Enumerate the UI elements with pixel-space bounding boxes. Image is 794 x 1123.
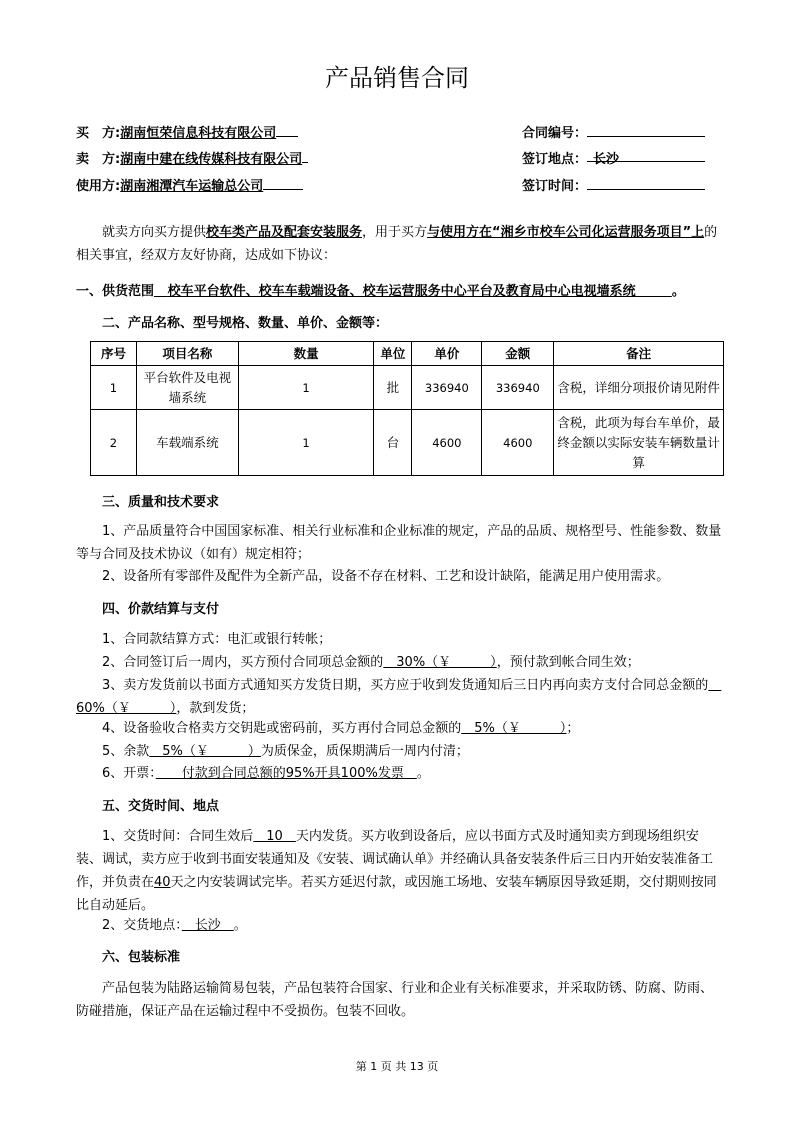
section-1-supply-scope: 一、供货范围 校车平台软件、校车车载端设备、校车运营服务中心平台及教育局中心电视墙系统 。 [76, 284, 685, 299]
seller-line [76, 148, 308, 167]
section-4-p3: 3、卖方发货前以书面方式通知买方发货日期，买方应于收到发货通知后三日内再向卖方支付合同总金额的 60%（￥ ），款到发货； [76, 678, 722, 716]
table-header: 金额 [482, 342, 554, 366]
contract-no-value [587, 122, 705, 137]
table-cell: 1 [238, 410, 374, 476]
table-header: 单价 [412, 342, 482, 366]
user-name: 湖南湘潭汽车运输总公司 [120, 179, 264, 194]
table-cell: 336940 [412, 366, 482, 410]
section-2-title: 二、产品名称、型号规格、数量、单价、金额等： [102, 316, 389, 331]
section-4-p4: 4、设备验收合格卖方交钥匙或密码前，买方再付合同总金额的 5%（￥ ）； [102, 721, 580, 736]
contract-no-label: 合同编号： [522, 126, 588, 141]
table-cell: 1 [238, 366, 374, 410]
table-cell: 4600 [412, 410, 482, 476]
section-4-p1: 1、合同款结算方式：电汇或银行转帐； [102, 632, 332, 647]
product-table [90, 341, 724, 476]
sign-time-line [522, 175, 705, 194]
section-4-p5: 5、余款 5%（￥ ）为质保金，质保期满后一周内付清； [102, 744, 469, 759]
section-6-title: 六、包装标准 [102, 950, 181, 965]
section-3-p1: 1、产品质量符合中国国家标准、相关行业标准和企业标准的规定，产品的品质、规格型号、性能参数、数量等与合同及技术协议（如有）规定相符； [76, 524, 722, 562]
section-3-title: 三、质量和技术要求 [102, 495, 220, 510]
user-line [76, 175, 303, 194]
section-5-title: 五、交货时间、地点 [102, 799, 220, 814]
intro-paragraph: 就卖方向买方提供校车类产品及配套安装服务，用于买方与使用方在“湘乡市校车公司化运营服务项目”上的相关事宜，经双方友好协商，达成如下协议： [76, 225, 718, 263]
table-header: 单位 [374, 342, 412, 366]
sign-time-value [587, 175, 705, 190]
seller-label: 卖 方: [76, 152, 121, 167]
section-4-title: 四、价款结算与支付 [102, 602, 220, 617]
page-footer: 第 1 页 共 13 页 [355, 1060, 439, 1073]
sign-place-label: 签订地点： [522, 152, 588, 167]
sign-time-label: 签订时间： [522, 179, 588, 194]
page-title: 产品销售合同 [325, 64, 469, 92]
table-cell: 含税，此项为每台车单价，最终金额以实际安装车辆数量计算 [554, 410, 724, 476]
buyer-line [76, 122, 298, 141]
table-header: 数量 [238, 342, 374, 366]
table-cell: 4600 [482, 410, 554, 476]
buyer-label: 买 方: [76, 126, 121, 141]
table-header: 项目名称 [136, 342, 238, 366]
supply-scope-content: 校车平台软件、校车车载端设备、校车运营服务中心平台及教育局中心电视墙系统 [167, 284, 636, 299]
intro-project: 与使用方在“湘乡市校车公司化运营服务项目”上 [427, 225, 705, 240]
section-4-p6: 6、开票： 付款到合同总额的95%开具100%发票 。 [102, 766, 430, 781]
buyer-name: 湖南恒荣信息科技有限公司 [120, 126, 277, 141]
table-cell: 台 [374, 410, 412, 476]
section-5-p2: 2、交货地点： 长沙 。 [102, 918, 247, 933]
table-header: 序号 [91, 342, 137, 366]
section-3-p2: 2、设备所有零部件及配件为全新产品，设备不存在材料、工艺和设计缺陷，能满足用户使用需求。 [102, 569, 670, 584]
seller-name: 湖南中建在线传媒科技有限公司 [120, 152, 303, 167]
table-cell: 2 [91, 410, 137, 476]
table-cell: 1 [91, 366, 137, 410]
contract-no-line [522, 122, 705, 141]
table-cell: 平台软件及电视墙系统 [136, 366, 238, 410]
section-6-p1: 产品包装为陆路运输简易包装，产品包装符合国家、行业和企业有关标准要求，并采取防锈、防腐、防雨、防碰措施，保证产品在运输过程中不受损伤。包装不回收。 [76, 981, 714, 1019]
sign-place-line [522, 148, 705, 167]
sign-place-value: 长沙 [587, 148, 705, 162]
table-row [91, 410, 724, 476]
section-5-p1: 1、交货时间：合同生效后 10 天内发货。买方收到设备后，应以书面方式及时通知卖方到现场组织安装、调试，卖方应于收到书面安装通知及《安装、调试确认单》并经确认具备安装条件后三日内开始安装准备工作，并负责在40天之内安装调试完毕。若买方延迟付款，或因施工场地、安装车辆原因导致延期，交付期则按同比自动延后。 [76, 829, 717, 913]
table-cell: 车载端系统 [136, 410, 238, 476]
table-header: 备注 [554, 342, 724, 366]
table-header-row [91, 342, 724, 366]
table-cell: 批 [374, 366, 412, 410]
table-cell: 含税，详细分项报价请见附件 [554, 366, 724, 410]
table-row [91, 366, 724, 410]
user-label: 使用方: [76, 179, 121, 194]
table-cell: 336940 [482, 366, 554, 410]
intro-service: 校车类产品及配套安装服务 [206, 225, 363, 240]
section-4-p2: 2、合同签订后一周内，买方预付合同项总金额的 30%（￥ ），预付款到帐合同生效； [102, 655, 640, 670]
